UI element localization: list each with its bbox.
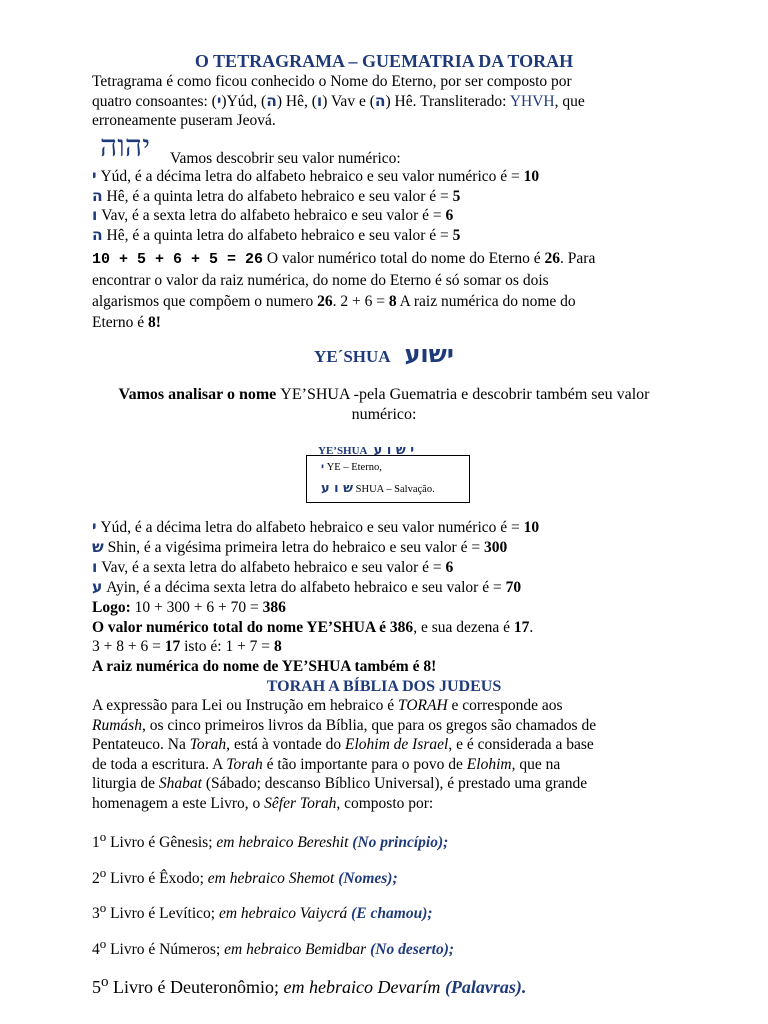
- book-ordinal: o: [99, 864, 107, 880]
- sum-paragraph-1: [92, 248, 692, 333]
- yeshua-figure-box: [306, 455, 470, 503]
- book-text: Livro é Números;: [106, 941, 225, 959]
- book-meaning: (E chamou);: [351, 905, 433, 923]
- tetragram-row: [92, 129, 692, 167]
- yhvh-text: YHVH: [509, 92, 555, 110]
- letter-text: Yúd, é a décima letra do alfabeto hebraico e seu valor numérico é =: [100, 519, 524, 536]
- book-hebrew-name: em hebraico Shemot: [207, 869, 339, 887]
- root-text: 3 + 8 + 6 =: [92, 638, 165, 656]
- vav-letter-icon: ו: [316, 91, 323, 110]
- letter-value: 10: [523, 168, 540, 185]
- book-number: 3: [92, 905, 100, 923]
- sum-number: 8!: [147, 314, 161, 331]
- torah-line: [92, 735, 692, 755]
- letter-value: 6: [445, 558, 454, 576]
- yeshua-heading: [0, 340, 768, 368]
- torah-line: [92, 794, 692, 814]
- torah-italic: Elohim,: [466, 755, 516, 773]
- he-letter-icon: ה: [266, 91, 277, 110]
- book-text: Livro é Deuteronômio;: [108, 976, 284, 997]
- book-ordinal: o: [99, 900, 107, 916]
- torah-italic: TORAH: [398, 697, 448, 714]
- sum-text: O valor numérico total do nome do Eterno é: [263, 250, 545, 267]
- letter-row: [92, 558, 692, 578]
- book-text: Livro é Levítico;: [106, 905, 219, 923]
- letter-text: Hê, é a quinta letra do alfabeto hebraico e seu valor é =: [106, 226, 453, 244]
- intro-line-1: Tetragrama é como ficou conhecido o Nome do Eterno, por ser composto por: [92, 73, 572, 90]
- letter-value: 300: [483, 538, 508, 556]
- letter-glyph-icon: ש: [92, 537, 104, 556]
- sum-line-4: [92, 312, 692, 333]
- letter-glyph-icon: ו: [92, 206, 98, 225]
- book-item: [92, 858, 692, 894]
- sum-number: 8: [388, 293, 397, 310]
- figure-title-text: YE’SHUA: [318, 445, 367, 457]
- book-number: 2: [92, 869, 100, 887]
- torah-text: , os cinco primeiros livros da Bíblia, que para os gregos são chamados de: [141, 716, 597, 734]
- letter-text: Yúd, é a décima letra do alfabeto hebraico e seu valor numérico é =: [100, 168, 524, 185]
- page-title: O TETRAGRAMA – GUEMATRIA DA TORAH: [194, 51, 574, 71]
- sum-text: . 2 + 6 =: [332, 293, 389, 310]
- letter-value: 5: [452, 226, 461, 244]
- intro-line-3: erroneamente puseram Jeová.: [92, 112, 276, 130]
- torah-heading: TORAH A BÍBLIA DOS JUDEUS: [266, 678, 502, 695]
- torah-italic: Shabat: [158, 775, 202, 793]
- letter-glyph-icon: י: [92, 167, 97, 185]
- analysis-text: Vamos analisar o nome: [118, 386, 281, 403]
- letter-row: [92, 206, 692, 226]
- torah-text: composto por:: [340, 794, 434, 812]
- total-text: O valor numérico total do nome YE’SHUA é 386: [92, 618, 414, 636]
- book-hebrew-name: em hebraico Bereshit: [216, 834, 353, 852]
- letters-list-2: [92, 518, 692, 598]
- book-text: Livro é Êxodo;: [106, 869, 208, 887]
- total-text: .: [529, 618, 534, 636]
- letter-value: 70: [505, 578, 522, 596]
- book-hebrew-name: em hebraico Devarím: [283, 976, 445, 997]
- sum-text: algarismos que compõem o numero: [92, 293, 318, 310]
- letters-list-1: [92, 167, 692, 245]
- root-line: [92, 637, 692, 657]
- figure-row-text: YE – Eterno,: [326, 462, 382, 473]
- total-text: , e sua dezena é: [413, 618, 514, 636]
- total-number: 17: [513, 618, 530, 636]
- letter-text: Shin, é a vigésima primeira letra do hebraico e seu valor é =: [107, 538, 484, 556]
- torah-line: [92, 774, 692, 794]
- book-item: [92, 893, 692, 929]
- yeshua-heading-text: YE´SHUA: [314, 347, 391, 366]
- logo-line: [92, 598, 692, 618]
- letter-value: 10: [523, 519, 540, 536]
- intro-text: ) Hê. Transliterado:: [385, 92, 507, 110]
- torah-italic: Sêfer Torah,: [264, 794, 341, 812]
- analysis-line-1: [0, 385, 768, 405]
- book-text: Livro é Gênesis;: [106, 834, 217, 852]
- sum-paragraph-2: [92, 598, 692, 676]
- sum-text: Eterno é: [92, 314, 148, 331]
- he-letter-icon: ה: [374, 91, 386, 110]
- torah-italic: Rumásh: [92, 716, 142, 734]
- letter-row: [92, 518, 692, 538]
- intro-text: quatro consoantes: (: [92, 92, 217, 110]
- intro-text: ) Vav e (: [322, 92, 375, 110]
- intro-text: ) Hê, (: [276, 92, 317, 110]
- book-meaning: (No deserto);: [370, 941, 455, 959]
- analysis-line-2: numérico:: [351, 405, 417, 423]
- figure-row-2: [321, 482, 435, 497]
- letter-glyph-icon: ו: [92, 557, 98, 576]
- root-number: 8: [273, 638, 282, 656]
- book-item: [92, 929, 692, 965]
- torah-line: [92, 696, 692, 716]
- book-hebrew-name: em hebraico Bemidbar: [224, 941, 371, 959]
- sum-line-3: [92, 291, 692, 312]
- torah-text: de toda a escritura. A: [92, 755, 227, 773]
- book-ordinal: o: [99, 935, 107, 951]
- torah-line: [92, 755, 692, 775]
- torah-text: Pentateuco. Na: [92, 736, 190, 754]
- sum-text: A raiz numérica do nome do: [396, 293, 576, 310]
- intro-line-2: [92, 92, 692, 112]
- book-hebrew-name: em hebraico Vaiycrá: [218, 905, 352, 923]
- total-line: [92, 618, 692, 638]
- sum-number: 26: [317, 293, 333, 310]
- book-meaning: (Nomes);: [338, 869, 398, 887]
- book-meaning: (No princípio);: [352, 834, 449, 852]
- root-conclusion: A raiz numérica do nome de YE’SHUA também é 8!: [92, 657, 437, 675]
- letter-glyph-icon: ה: [92, 225, 103, 244]
- book-ordinal: o: [99, 829, 107, 844]
- letter-glyph-icon: י: [92, 518, 97, 536]
- letter-text: Ayin, é a décima sexta letra do alfabeto hebraico e seu valor é =: [106, 578, 506, 596]
- logo-expression: 10 + 300 + 6 + 70 =: [130, 599, 263, 616]
- sum-line-1: [92, 248, 692, 270]
- letter-row: [92, 167, 692, 187]
- letter-value: 5: [452, 187, 461, 205]
- letter-value: 6: [445, 207, 454, 225]
- torah-text: que na: [515, 755, 561, 773]
- letter-text: Hê, é a quinta letra do alfabeto hebraico e seu valor é =: [106, 187, 453, 205]
- figure-glyph-icon: ש ו ע: [321, 481, 354, 496]
- book-number: 1: [92, 834, 100, 852]
- letter-row: [92, 226, 692, 246]
- tetragram-caption: Vamos descobrir seu valor numérico:: [170, 150, 401, 167]
- torah-text: é tão importante para o povo de: [262, 755, 467, 773]
- logo-total: 386: [262, 599, 286, 616]
- analysis-text: -pela Guematria e descobrir também seu valor: [349, 386, 650, 403]
- books-list: [92, 822, 692, 1002]
- book-ordinal: o: [101, 973, 109, 990]
- book-item: [92, 968, 692, 1003]
- letter-glyph-icon: ה: [92, 186, 103, 205]
- intro-text: , que: [554, 92, 585, 110]
- intro-text: )Yúd, (: [221, 92, 267, 110]
- sum-line-2: encontrar o valor da raiz numérica, do nome do Eterno é só somar os dois: [92, 272, 549, 289]
- letter-text: Vav, é a sexta letra do alfabeto hebraico e seu valor é =: [101, 558, 446, 576]
- letter-row: [92, 187, 692, 207]
- logo-label: Logo:: [92, 599, 131, 616]
- book-number: 4: [92, 941, 100, 959]
- root-number: 17: [164, 638, 181, 656]
- torah-text: liturgia de: [92, 775, 159, 793]
- torah-italic: Elohim de Israel: [344, 736, 449, 754]
- yeshua-hebrew-icon: ישוע: [404, 340, 454, 368]
- sum-total: 26: [544, 250, 561, 267]
- letter-row: [92, 578, 692, 598]
- book-meaning: (Palavras).: [444, 976, 527, 997]
- torah-text: está à vontade do: [230, 736, 345, 754]
- figure-glyph-icon: י: [321, 461, 325, 473]
- tetragram-icon: יהוה: [100, 129, 151, 164]
- sum-text: . Para: [560, 250, 596, 267]
- book-item: [92, 822, 692, 858]
- letter-glyph-icon: ע: [92, 577, 103, 596]
- torah-italic: Torah,: [189, 736, 231, 754]
- figure-title-hebrew-icon: י ש ו ע: [373, 443, 415, 458]
- torah-text: (Sábado; descanso Bíblico Universal), é prestado uma grande: [201, 775, 588, 793]
- letter-row: [92, 538, 692, 558]
- torah-italic: Torah: [226, 755, 263, 773]
- analysis-name: YE’SHUA: [280, 386, 350, 403]
- sum-equation: 10 + 5 + 6 + 5 = 26: [92, 251, 264, 268]
- torah-text: homenagem a este Livro, o: [92, 794, 265, 812]
- book-number: 5: [92, 976, 101, 997]
- intro-paragraph: [92, 72, 692, 131]
- letter-text: Vav, é a sexta letra do alfabeto hebraico e seu valor é =: [101, 207, 446, 225]
- yeshua-analysis: [0, 385, 768, 424]
- root-text: isto é: 1 + 7 =: [180, 638, 274, 656]
- torah-line: [92, 716, 692, 736]
- torah-text: , e é considerada a base: [448, 736, 594, 754]
- yud-letter-icon: י: [216, 91, 222, 110]
- torah-text: e corresponde aos: [447, 697, 563, 714]
- figure-row-text: SHUA – Salvação.: [355, 484, 435, 495]
- figure-row-1: [321, 460, 382, 475]
- torah-paragraph: [92, 696, 692, 814]
- torah-text: A expressão para Lei ou Instrução em hebraico é: [92, 697, 398, 714]
